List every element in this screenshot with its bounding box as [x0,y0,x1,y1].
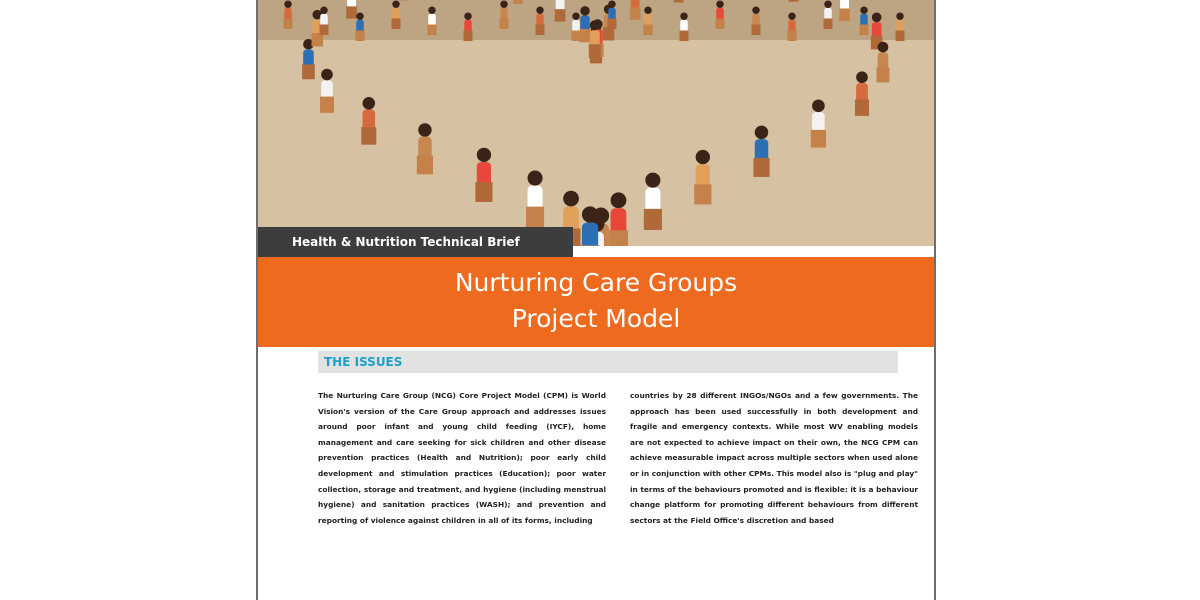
body-column-right: countries by 28 different INGOs/NGOs and a few governments. The approach has been used successfully in both development and fragile and emergency contexts. While most WV enabling models are not expected to achieve impact on their own, the NCG CPM can achieve measurable impact across multiple sectors when used alone or in conjunction with other CPMs. This model also is "plug and play" in terms of the behaviours promoted and is flexible: it is a behaviour change platform for promoting different behaviours from different sectors at the Field Office's discretion and based [630,391,918,525]
document-page [256,0,936,600]
section-heading: THE ISSUES [324,355,403,369]
brief-type-tag: Health & Nutrition Technical Brief [258,227,573,257]
cover-photo-illustration [258,0,934,246]
title-line-2: Project Model [511,304,681,333]
cover-photo [258,0,934,246]
section-heading-bar [318,351,898,373]
document-title [258,265,934,337]
body-column-left: The Nurturing Care Group (NCG) Core Project Model (CPM) is World Vision's version of the Care Group approach and addresses issues around poor infant and young child feeding (IYCF), home management and care seeking for sick children and other disease prevention practices (Health and Nutrition); poor early child development and stimulation practices (Education); poor water collection, storage and treatment, and hygiene (including menstrual hygiene) and sanitation practices (WASH); and prevention and reporting of violence against children in all of its forms, including [318,391,606,525]
title-line-1: Nurturing Care Groups [454,268,738,297]
